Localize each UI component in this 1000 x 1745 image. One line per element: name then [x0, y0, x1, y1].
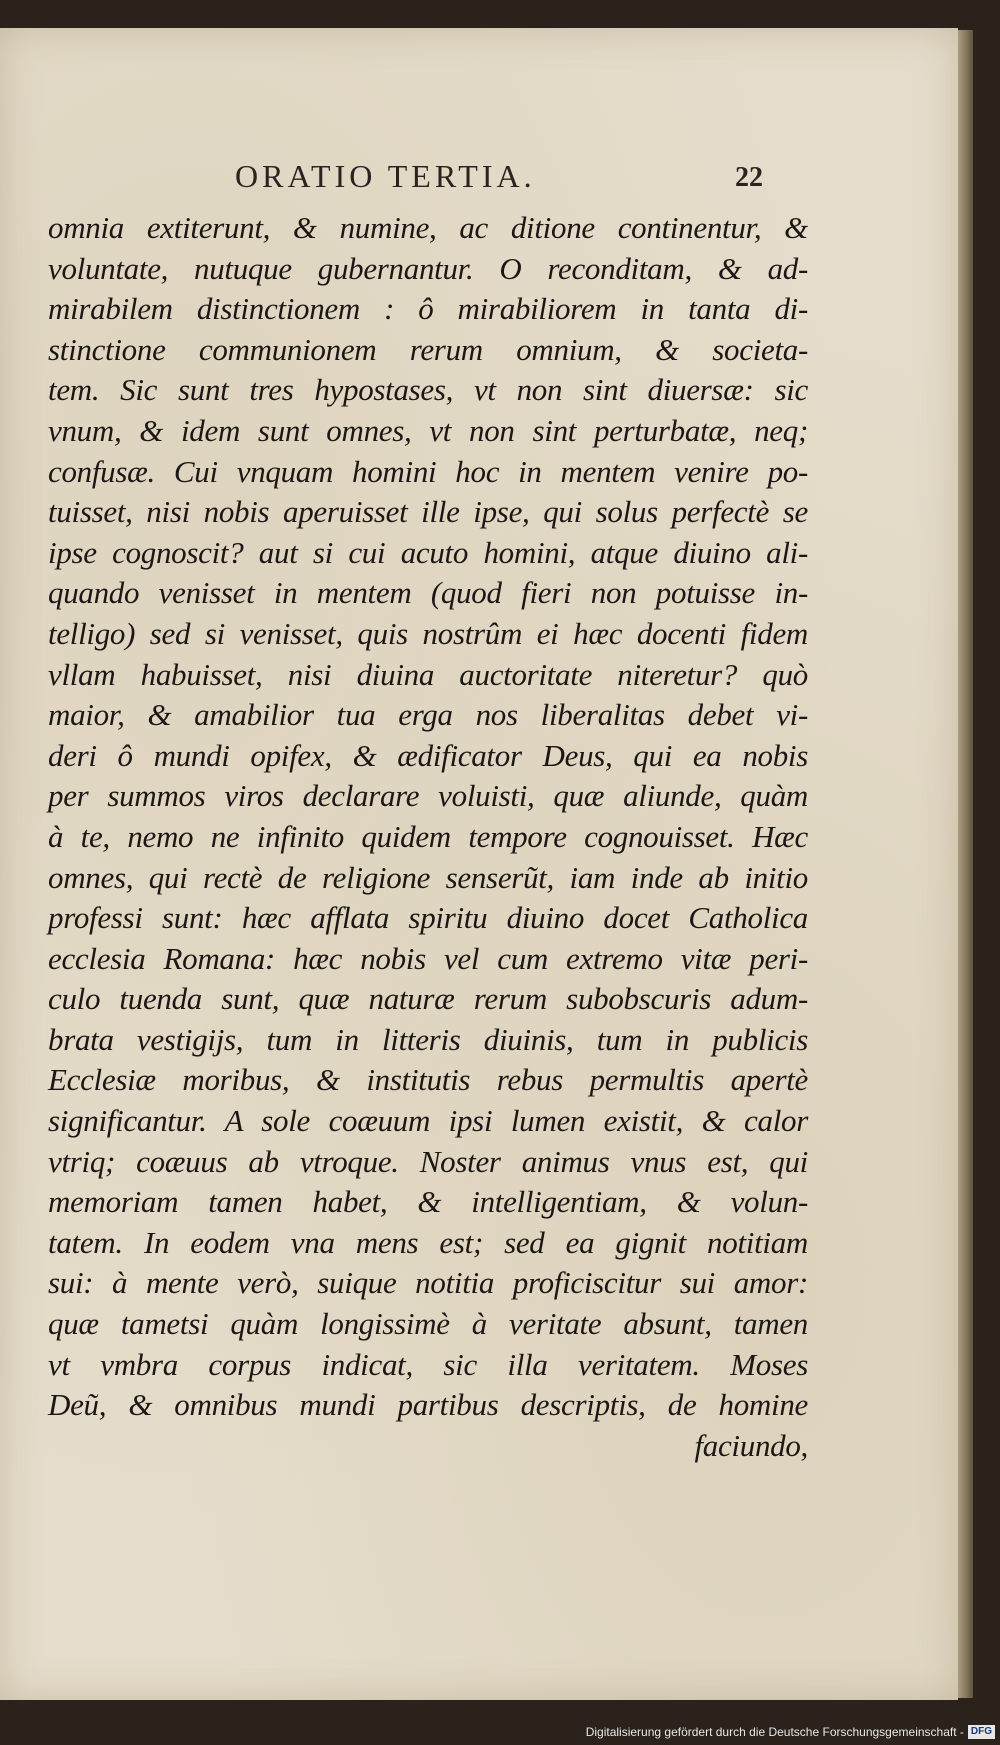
text-line: voluntate, nutuque gubernantur. O reconditam, & ad-	[48, 250, 808, 286]
text-line: culo tuenda sunt, quæ naturæ rerum subobscuris adum-	[48, 981, 808, 1017]
text-line: Deũ, & omnibus mundi partibus descriptis, de homine	[48, 1387, 808, 1423]
text-line: confusæ. Cui vnquam homini hoc in mentem venire po-	[48, 453, 808, 489]
text-line: vnum, & idem sunt omnes, vt non sint perturbatæ, neq;	[48, 412, 808, 448]
text-line: mirabilem distinctionem : ô mirabiliorem in tanta di-	[48, 291, 808, 327]
text-line: tuisset, nisi nobis aperuisset ille ipse, qui solus perfectè se	[48, 494, 808, 530]
text-line: ipse cognoscit? aut si cui acuto homini, atque diuino ali-	[48, 534, 808, 570]
text-line: vllam habuisset, nisi diuina auctoritate niteretur? quò	[48, 656, 808, 692]
text-line: tem. Sic sunt tres hypostases, vt non sint diuersæ: sic	[48, 372, 808, 408]
text-line: professi sunt: hæc afflata spiritu diuino docet Catholica	[48, 900, 808, 936]
text-line: vt vmbra corpus indicat, sic illa veritatem. Moses	[48, 1346, 808, 1382]
text-line: vtriq; coæuus ab vtroque. Noster animus vnus est, qui	[48, 1143, 808, 1179]
text-line: per summos viros declarare voluisti, quæ aliunde, quàm	[48, 778, 808, 814]
text-line: omnes, qui rectè de religione senserũt, iam inde ab initio	[48, 859, 808, 895]
text-line: memoriam tamen habet, & intelligentiam, & volun-	[48, 1184, 808, 1220]
text-line: maior, & amabilior tua erga nos liberalitas debet vi-	[48, 697, 808, 733]
text-line: omnia extiterunt, & numine, ac ditione continentur, &	[48, 210, 808, 245]
text-line: ecclesia Romana: hæc nobis vel cum extremo vitæ peri-	[48, 940, 808, 976]
running-head: ORATIO TERTIA.	[235, 158, 536, 194]
catchword: faciundo,	[694, 1427, 808, 1463]
text-line: sui: à mente verò, suique notitia proficiscitur sui amor:	[48, 1265, 808, 1301]
page-number: 22	[735, 162, 763, 193]
text-line: Ecclesiæ moribus, & institutis rebus permultis apertè	[48, 1062, 808, 1098]
body-text	[48, 208, 808, 1466]
digitization-footer	[560, 1722, 995, 1742]
dfg-logo: DFG	[968, 1725, 995, 1739]
text-line: telligo) sed si venisset, quis nostrûm ei hæc docenti fidem	[48, 615, 808, 651]
text-line: quæ tametsi quàm longissimè à veritate absunt, tamen	[48, 1306, 808, 1342]
text-line: deri ô mundi opifex, & ædificator Deus, qui ea nobis	[48, 737, 808, 773]
text-line: à te, nemo ne infinito quidem tempore cognouisset. Hæc	[48, 818, 808, 854]
text-line: stinctione communionem rerum omnium, & societa-	[48, 331, 808, 367]
text-line: brata vestigijs, tum in litteris diuinis, tum in publicis	[48, 1021, 808, 1057]
footer-credit-text: Digitalisierung gefördert durch die Deutsche Forschungsgemeinschaft -	[585, 1725, 964, 1739]
text-line: quando venisset in mentem (quod fieri non potuisse in-	[48, 575, 808, 611]
text-line: tatem. In eodem vna mens est; sed ea gignit notitiam	[48, 1224, 808, 1260]
text-line: significantur. A sole coæuum ipsi lumen existit, & calor	[48, 1103, 808, 1139]
